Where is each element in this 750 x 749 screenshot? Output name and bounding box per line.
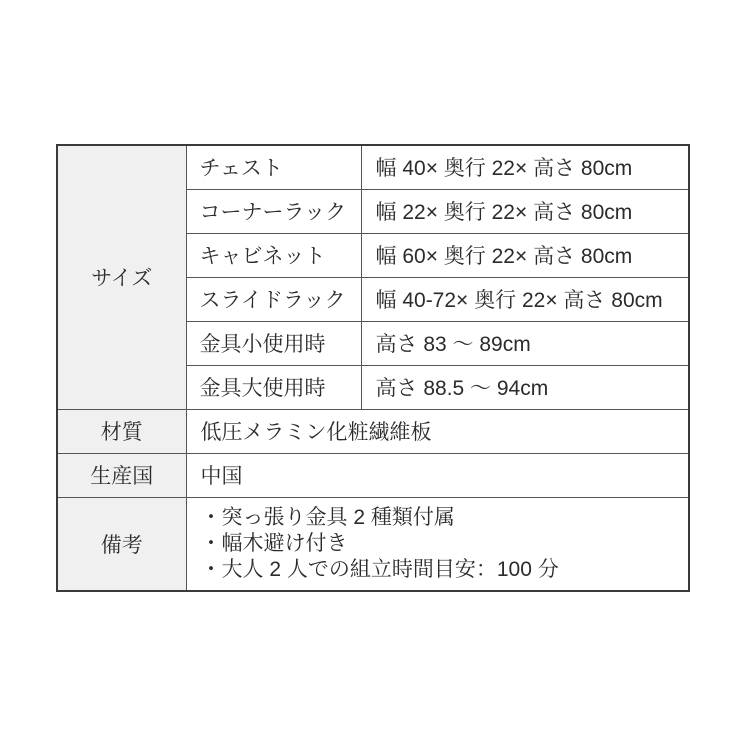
row-header-country: 生産国: [57, 453, 186, 497]
table-row: [57, 497, 689, 591]
table-row: [57, 145, 689, 189]
size-label-small-bracket: 金具小使用時: [186, 321, 361, 365]
size-label-cabinet: キャビネット: [186, 233, 361, 277]
row-header-size: サイズ: [57, 145, 186, 409]
size-value-chest: 幅 40× 奥行 22× 高さ 80cm: [361, 145, 689, 189]
size-label-chest: チェスト: [186, 145, 361, 189]
table-row: [57, 409, 689, 453]
size-label-slide-rack: スライドラック: [186, 277, 361, 321]
size-value-cabinet: 幅 60× 奥行 22× 高さ 80cm: [361, 233, 689, 277]
remarks-item: ・幅木避け付き: [200, 531, 348, 555]
size-value-small-bracket: 高さ 83 ～ 89cm: [361, 321, 689, 365]
size-label-corner-rack: コーナーラック: [186, 189, 361, 233]
product-spec-table: [56, 144, 690, 592]
row-header-remarks: 備考: [57, 497, 186, 591]
country-value: 中国: [186, 453, 689, 497]
size-value-corner-rack: 幅 22× 奥行 22× 高さ 80cm: [361, 189, 689, 233]
material-value: 低圧メラミン化粧繊維板: [186, 409, 689, 453]
remarks-item: ・突っ張り金具 2 種類付属: [200, 505, 455, 529]
remarks-item: ・大人 2 人での組立時間目安：100 分: [200, 557, 559, 581]
table-row: [57, 453, 689, 497]
row-header-material: 材質: [57, 409, 186, 453]
size-value-slide-rack: 幅 40-72× 奥行 22× 高さ 80cm: [361, 277, 689, 321]
size-value-large-bracket: 高さ 88.5 ～ 94cm: [361, 365, 689, 409]
size-label-large-bracket: 金具大使用時: [186, 365, 361, 409]
remarks-value: [186, 497, 689, 591]
